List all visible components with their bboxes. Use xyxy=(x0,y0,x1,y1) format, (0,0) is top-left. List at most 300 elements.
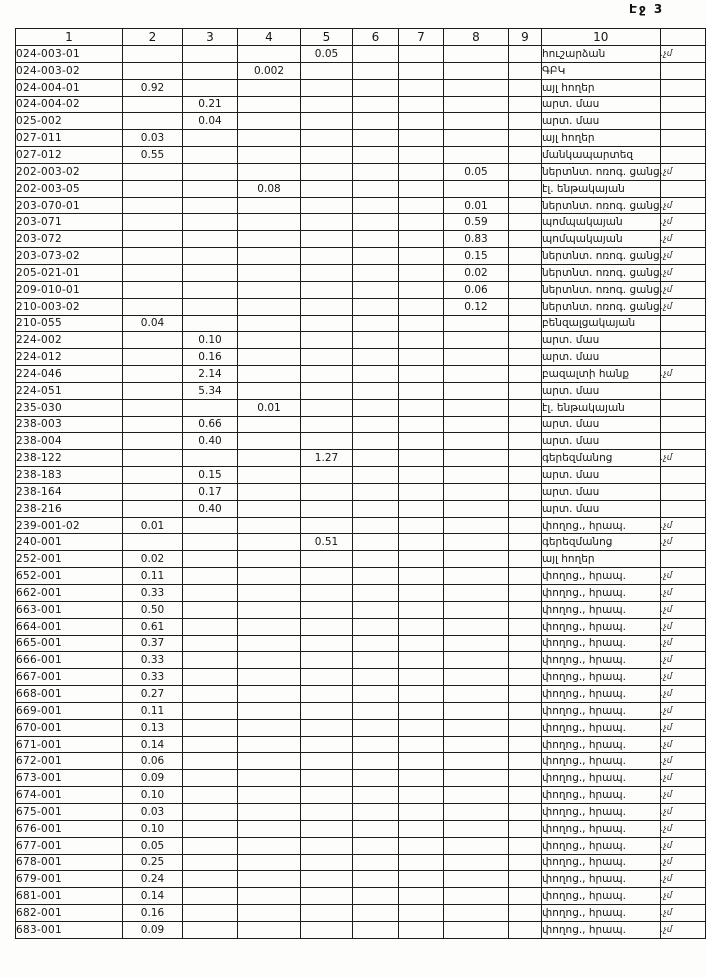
value-cell xyxy=(353,551,399,568)
margin-annotation: .չմ xyxy=(660,820,705,837)
value-cell xyxy=(123,534,183,551)
land-use-cell: փողոց., հրապ. xyxy=(542,905,661,922)
value-cell xyxy=(238,534,301,551)
parcel-code-cell: 238-122 xyxy=(16,450,123,467)
value-cell xyxy=(399,416,444,433)
value-cell xyxy=(444,702,509,719)
value-cell xyxy=(183,214,238,231)
land-parcel-table xyxy=(15,28,706,939)
value-cell xyxy=(399,770,444,787)
table-row xyxy=(16,214,706,231)
value-cell xyxy=(509,770,542,787)
value-cell xyxy=(399,803,444,820)
table-row xyxy=(16,669,706,686)
value-cell xyxy=(399,820,444,837)
value-cell: 0.16 xyxy=(183,349,238,366)
value-cell xyxy=(509,46,542,63)
value-cell xyxy=(123,281,183,298)
value-cell xyxy=(183,130,238,147)
value-cell xyxy=(509,702,542,719)
value-cell xyxy=(353,534,399,551)
value-cell xyxy=(509,601,542,618)
value-cell xyxy=(353,46,399,63)
margin-annotation: .չմ xyxy=(660,601,705,618)
value-cell xyxy=(238,214,301,231)
table-row xyxy=(16,854,706,871)
margin-annotation: .չմ xyxy=(660,652,705,669)
value-cell: 0.01 xyxy=(444,197,509,214)
value-cell xyxy=(444,366,509,383)
value-cell: 0.09 xyxy=(123,770,183,787)
value-cell xyxy=(238,905,301,922)
value-cell xyxy=(509,416,542,433)
value-cell xyxy=(123,62,183,79)
land-use-cell: ներտնտ. ոռոգ. ցանց xyxy=(542,248,661,265)
value-cell xyxy=(444,585,509,602)
value-cell xyxy=(238,147,301,164)
value-cell xyxy=(509,349,542,366)
value-cell xyxy=(509,736,542,753)
value-cell xyxy=(509,618,542,635)
value-cell xyxy=(509,837,542,854)
value-cell xyxy=(183,753,238,770)
value-cell: 0.002 xyxy=(238,62,301,79)
value-cell xyxy=(444,467,509,484)
value-cell xyxy=(353,921,399,938)
table-row xyxy=(16,79,706,96)
land-use-cell: փողոց., հրապ. xyxy=(542,753,661,770)
value-cell xyxy=(353,147,399,164)
value-cell xyxy=(353,787,399,804)
land-use-cell: փողոց., հրապ. xyxy=(542,686,661,703)
margin-annotation: .չմ xyxy=(660,837,705,854)
value-cell xyxy=(301,467,353,484)
value-cell xyxy=(301,248,353,265)
value-cell xyxy=(444,854,509,871)
land-use-cell: ներտնտ. ոռոգ. ցանց xyxy=(542,264,661,281)
value-cell xyxy=(183,517,238,534)
table-row xyxy=(16,366,706,383)
table-header xyxy=(16,29,706,46)
parcel-code-cell: 677-001 xyxy=(16,837,123,854)
value-cell xyxy=(509,483,542,500)
header-row xyxy=(16,29,706,46)
value-cell xyxy=(238,450,301,467)
value-cell xyxy=(123,416,183,433)
land-use-cell: մանկապարտեզ xyxy=(542,147,661,164)
parcel-code-cell: 238-003 xyxy=(16,416,123,433)
value-cell xyxy=(444,618,509,635)
margin-annotation: .չմ xyxy=(660,871,705,888)
value-cell xyxy=(301,568,353,585)
value-cell xyxy=(183,315,238,332)
value-cell xyxy=(444,787,509,804)
value-cell xyxy=(353,264,399,281)
land-use-cell: փողոց., հրապ. xyxy=(542,770,661,787)
margin-annotation: .չմ xyxy=(660,450,705,467)
table-row xyxy=(16,719,706,736)
value-cell: 0.05 xyxy=(444,163,509,180)
value-cell: 0.40 xyxy=(183,500,238,517)
value-cell xyxy=(301,62,353,79)
land-use-cell: փողոց., հրապ. xyxy=(542,585,661,602)
value-cell xyxy=(353,366,399,383)
value-cell: 0.40 xyxy=(183,433,238,450)
land-use-cell: ԳԲԿ xyxy=(542,62,661,79)
value-cell xyxy=(399,433,444,450)
value-cell xyxy=(399,517,444,534)
value-cell xyxy=(301,551,353,568)
parcel-code-cell: 652-001 xyxy=(16,568,123,585)
value-cell xyxy=(123,197,183,214)
value-cell xyxy=(399,264,444,281)
table-row xyxy=(16,905,706,922)
value-cell xyxy=(399,551,444,568)
table-row xyxy=(16,96,706,113)
value-cell xyxy=(509,500,542,517)
value-cell xyxy=(301,736,353,753)
margin-annotation xyxy=(660,416,705,433)
column-header: 5 xyxy=(301,29,353,46)
value-cell xyxy=(399,568,444,585)
value-cell xyxy=(123,500,183,517)
margin-spacer xyxy=(660,29,705,46)
margin-annotation xyxy=(660,349,705,366)
value-cell xyxy=(509,820,542,837)
land-use-cell: փողոց., հրապ. xyxy=(542,854,661,871)
value-cell xyxy=(353,500,399,517)
value-cell xyxy=(509,399,542,416)
margin-annotation: .չմ xyxy=(660,888,705,905)
margin-annotation: .չմ xyxy=(660,770,705,787)
value-cell xyxy=(301,702,353,719)
land-use-cell: ներտնտ. ոռոգ. ցանց xyxy=(542,163,661,180)
table-row xyxy=(16,871,706,888)
value-cell xyxy=(238,281,301,298)
table-row xyxy=(16,450,706,467)
value-cell xyxy=(353,585,399,602)
margin-annotation: .չմ xyxy=(660,787,705,804)
value-cell: 0.02 xyxy=(444,264,509,281)
value-cell xyxy=(444,180,509,197)
parcel-code-cell: 252-001 xyxy=(16,551,123,568)
value-cell xyxy=(238,568,301,585)
table-row xyxy=(16,736,706,753)
value-cell xyxy=(183,450,238,467)
value-cell xyxy=(183,921,238,938)
value-cell xyxy=(444,130,509,147)
value-cell xyxy=(238,483,301,500)
value-cell xyxy=(509,854,542,871)
land-use-cell: փողոց., հրապ. xyxy=(542,517,661,534)
value-cell: 0.50 xyxy=(123,601,183,618)
parcel-code-cell: 202-003-05 xyxy=(16,180,123,197)
margin-annotation: .չմ xyxy=(660,669,705,686)
value-cell xyxy=(123,163,183,180)
value-cell xyxy=(444,905,509,922)
value-cell: 0.03 xyxy=(123,130,183,147)
value-cell xyxy=(444,888,509,905)
value-cell xyxy=(301,753,353,770)
value-cell xyxy=(301,113,353,130)
value-cell xyxy=(353,180,399,197)
value-cell xyxy=(444,349,509,366)
margin-annotation xyxy=(660,399,705,416)
value-cell xyxy=(238,332,301,349)
value-cell xyxy=(301,618,353,635)
value-cell xyxy=(238,298,301,315)
table-row xyxy=(16,888,706,905)
value-cell xyxy=(444,686,509,703)
value-cell xyxy=(353,130,399,147)
value-cell xyxy=(123,483,183,500)
value-cell xyxy=(353,163,399,180)
margin-annotation: .չմ xyxy=(660,214,705,231)
value-cell xyxy=(123,231,183,248)
value-cell xyxy=(509,652,542,669)
value-cell: 0.11 xyxy=(123,568,183,585)
value-cell xyxy=(444,62,509,79)
value-cell xyxy=(509,433,542,450)
land-use-cell: ներտնտ. ոռոգ. ցանց xyxy=(542,298,661,315)
margin-annotation: .չմ xyxy=(660,197,705,214)
value-cell xyxy=(399,753,444,770)
value-cell xyxy=(399,79,444,96)
land-use-cell: փողոց., հրապ. xyxy=(542,719,661,736)
value-cell xyxy=(301,601,353,618)
value-cell xyxy=(353,248,399,265)
value-cell xyxy=(301,820,353,837)
value-cell xyxy=(238,349,301,366)
value-cell: 0.13 xyxy=(123,719,183,736)
value-cell xyxy=(123,467,183,484)
table-row xyxy=(16,921,706,938)
value-cell xyxy=(509,332,542,349)
value-cell xyxy=(353,871,399,888)
value-cell xyxy=(509,585,542,602)
land-use-cell: փողոց., հրապ. xyxy=(542,652,661,669)
value-cell xyxy=(183,854,238,871)
value-cell xyxy=(238,467,301,484)
value-cell xyxy=(301,180,353,197)
value-cell: 0.10 xyxy=(183,332,238,349)
value-cell xyxy=(399,113,444,130)
column-header: 8 xyxy=(444,29,509,46)
value-cell xyxy=(238,837,301,854)
value-cell xyxy=(183,618,238,635)
value-cell xyxy=(238,820,301,837)
column-header: 6 xyxy=(353,29,399,46)
value-cell xyxy=(509,214,542,231)
value-cell xyxy=(301,147,353,164)
value-cell xyxy=(399,635,444,652)
table-row xyxy=(16,686,706,703)
table-row xyxy=(16,652,706,669)
value-cell: 0.09 xyxy=(123,921,183,938)
margin-annotation xyxy=(660,433,705,450)
value-cell xyxy=(183,686,238,703)
margin-annotation: .չմ xyxy=(660,854,705,871)
value-cell xyxy=(399,214,444,231)
parcel-code-cell: 238-183 xyxy=(16,467,123,484)
value-cell xyxy=(444,837,509,854)
value-cell xyxy=(509,787,542,804)
value-cell xyxy=(353,753,399,770)
table-row xyxy=(16,281,706,298)
value-cell xyxy=(301,803,353,820)
value-cell xyxy=(353,736,399,753)
value-cell: 0.24 xyxy=(123,871,183,888)
value-cell xyxy=(444,669,509,686)
value-cell xyxy=(301,382,353,399)
value-cell xyxy=(238,163,301,180)
value-cell: 0.55 xyxy=(123,147,183,164)
land-use-cell: արտ. մաս xyxy=(542,332,661,349)
value-cell xyxy=(183,601,238,618)
value-cell xyxy=(444,601,509,618)
land-use-cell: պոմպակայան xyxy=(542,231,661,248)
value-cell xyxy=(444,399,509,416)
table-row xyxy=(16,264,706,281)
value-cell: 0.25 xyxy=(123,854,183,871)
value-cell xyxy=(183,820,238,837)
value-cell xyxy=(509,686,542,703)
land-use-cell: էլ. ենթակայան xyxy=(542,180,661,197)
margin-annotation: .չմ xyxy=(660,921,705,938)
column-header: 4 xyxy=(238,29,301,46)
table-row xyxy=(16,46,706,63)
parcel-code-cell: 025-002 xyxy=(16,113,123,130)
value-cell xyxy=(444,753,509,770)
value-cell xyxy=(238,803,301,820)
value-cell xyxy=(399,315,444,332)
value-cell xyxy=(183,635,238,652)
parcel-code-cell: 663-001 xyxy=(16,601,123,618)
table-row xyxy=(16,770,706,787)
value-cell xyxy=(353,197,399,214)
parcel-code-cell: 024-003-01 xyxy=(16,46,123,63)
value-cell xyxy=(183,180,238,197)
value-cell: 0.03 xyxy=(123,803,183,820)
value-cell xyxy=(238,416,301,433)
value-cell: 0.33 xyxy=(123,669,183,686)
land-use-cell: ներտնտ. ոռոգ. ցանց xyxy=(542,281,661,298)
table-row xyxy=(16,702,706,719)
land-use-cell: ներտնտ. ոռոգ. ցանց xyxy=(542,197,661,214)
value-cell xyxy=(301,921,353,938)
value-cell xyxy=(509,264,542,281)
value-cell xyxy=(399,130,444,147)
value-cell xyxy=(444,534,509,551)
value-cell xyxy=(353,854,399,871)
value-cell xyxy=(444,500,509,517)
margin-annotation: .չմ xyxy=(660,686,705,703)
table-row xyxy=(16,62,706,79)
value-cell xyxy=(353,298,399,315)
table-row xyxy=(16,820,706,837)
value-cell xyxy=(509,450,542,467)
parcel-code-cell: 672-001 xyxy=(16,753,123,770)
value-cell xyxy=(399,197,444,214)
value-cell xyxy=(399,281,444,298)
value-cell xyxy=(353,433,399,450)
land-use-cell: արտ. մաս xyxy=(542,416,661,433)
value-cell xyxy=(444,921,509,938)
value-cell xyxy=(399,96,444,113)
table-row xyxy=(16,349,706,366)
margin-annotation: .չմ xyxy=(660,585,705,602)
value-cell xyxy=(123,180,183,197)
value-cell xyxy=(509,871,542,888)
parcel-code-cell: 210-003-02 xyxy=(16,298,123,315)
value-cell xyxy=(183,399,238,416)
value-cell xyxy=(301,315,353,332)
land-use-cell: արտ. մաս xyxy=(542,96,661,113)
value-cell xyxy=(238,702,301,719)
value-cell xyxy=(238,433,301,450)
value-cell xyxy=(444,635,509,652)
value-cell: 0.15 xyxy=(444,248,509,265)
parcel-code-cell: 224-046 xyxy=(16,366,123,383)
value-cell xyxy=(444,652,509,669)
value-cell xyxy=(444,551,509,568)
column-header: 2 xyxy=(123,29,183,46)
value-cell xyxy=(301,416,353,433)
value-cell xyxy=(353,399,399,416)
margin-annotation: .չմ xyxy=(660,719,705,736)
value-cell xyxy=(399,719,444,736)
parcel-code-cell: 202-003-02 xyxy=(16,163,123,180)
value-cell xyxy=(399,366,444,383)
value-cell xyxy=(399,669,444,686)
value-cell xyxy=(353,770,399,787)
table-row xyxy=(16,618,706,635)
value-cell xyxy=(123,298,183,315)
table-row xyxy=(16,433,706,450)
value-cell xyxy=(238,551,301,568)
value-cell xyxy=(509,467,542,484)
parcel-code-cell: 671-001 xyxy=(16,736,123,753)
value-cell xyxy=(399,888,444,905)
value-cell xyxy=(123,349,183,366)
land-use-cell: արտ. մաս xyxy=(542,382,661,399)
land-use-cell: փողոց., հրապ. xyxy=(542,568,661,585)
value-cell xyxy=(123,264,183,281)
value-cell xyxy=(301,770,353,787)
parcel-code-cell: 662-001 xyxy=(16,585,123,602)
value-cell xyxy=(301,163,353,180)
land-use-cell: փողոց., հրապ. xyxy=(542,601,661,618)
value-cell xyxy=(509,197,542,214)
value-cell: 0.15 xyxy=(183,467,238,484)
margin-annotation xyxy=(660,483,705,500)
value-cell: 0.01 xyxy=(123,517,183,534)
value-cell xyxy=(353,686,399,703)
value-cell xyxy=(353,315,399,332)
parcel-code-cell: 224-051 xyxy=(16,382,123,399)
land-use-cell: էլ. ենթակայան xyxy=(542,399,661,416)
value-cell xyxy=(509,382,542,399)
parcel-code-cell: 674-001 xyxy=(16,787,123,804)
parcel-code-cell: 203-073-02 xyxy=(16,248,123,265)
parcel-code-cell: 224-002 xyxy=(16,332,123,349)
table-row xyxy=(16,753,706,770)
parcel-code-cell: 664-001 xyxy=(16,618,123,635)
value-cell: 0.59 xyxy=(444,214,509,231)
value-cell xyxy=(123,113,183,130)
parcel-code-cell: 024-004-02 xyxy=(16,96,123,113)
parcel-code-cell: 024-003-02 xyxy=(16,62,123,79)
